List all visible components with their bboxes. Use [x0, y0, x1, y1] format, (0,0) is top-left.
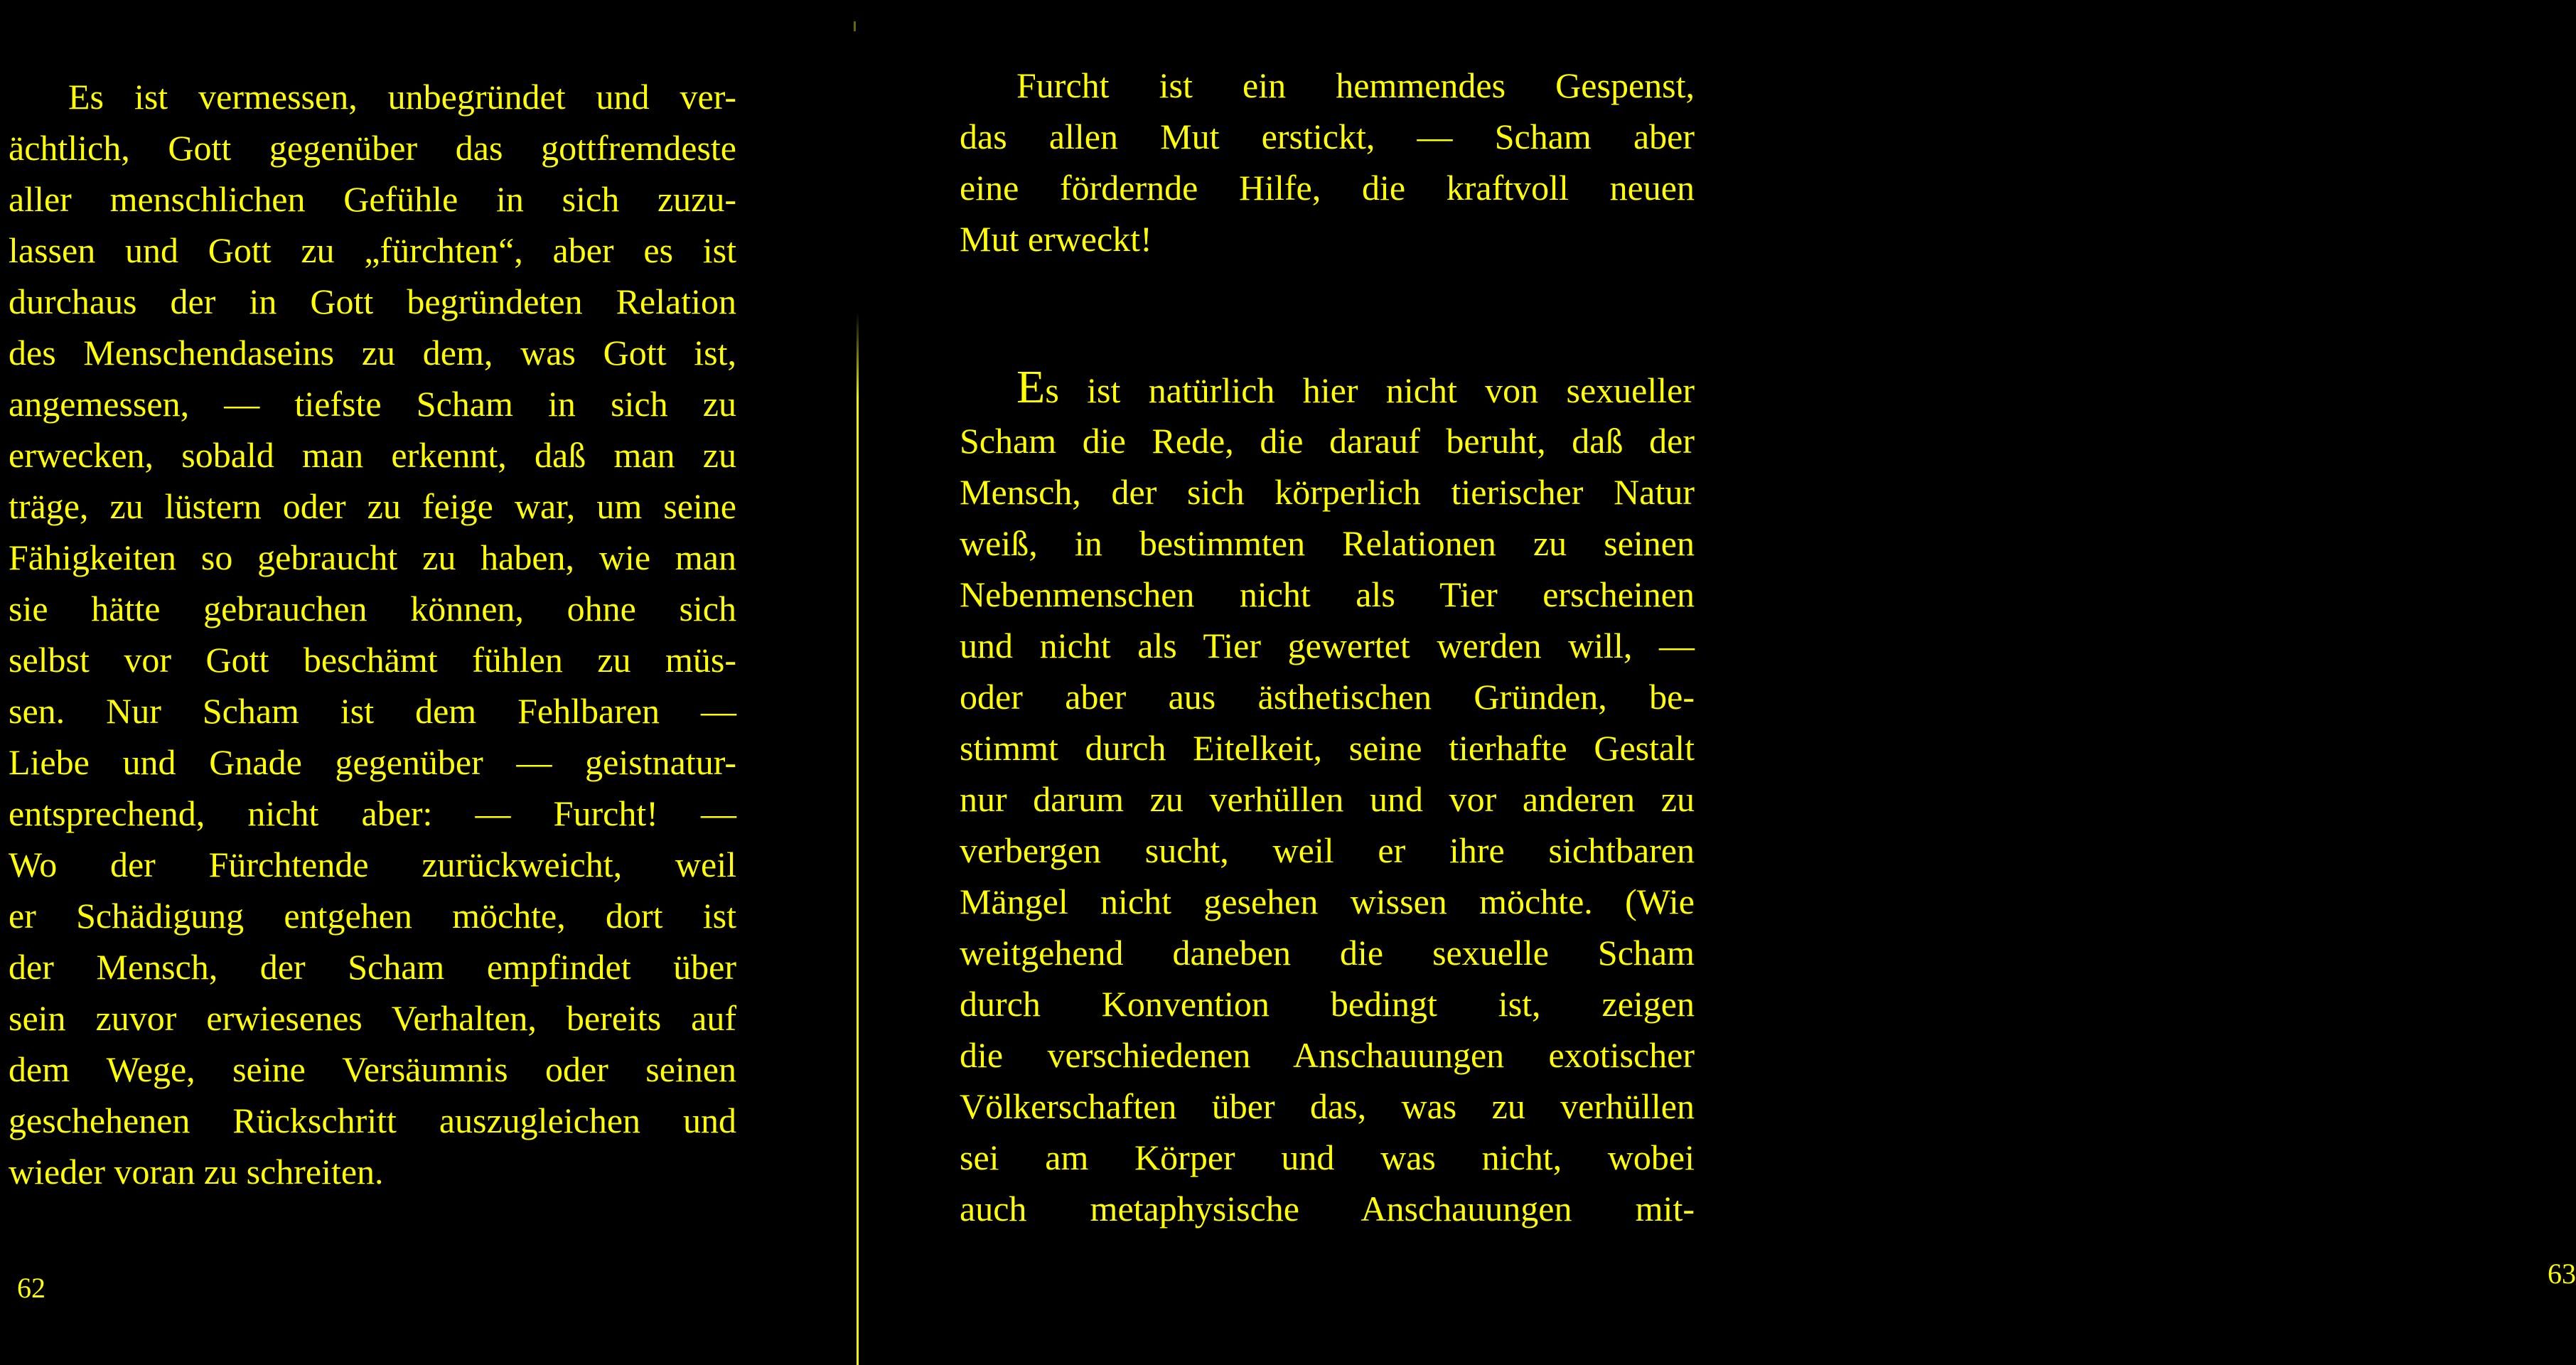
left-line-18: der Mensch, der Scham empfindet über	[9, 947, 736, 987]
left-line-10: Fähigkeiten so gebraucht zu haben, wie man	[9, 537, 736, 577]
left-line-8: erwecken, sobald man erkennt, daß man zu	[9, 435, 736, 475]
left-line-20: dem Wege, seine Versäumnis oder seinen	[9, 1049, 736, 1089]
left-line-17: er Schädigung entgehen möchte, dort ist	[9, 896, 736, 936]
left-page	[0, 0, 853, 1365]
gutter-mark	[854, 21, 856, 31]
right-p2-line-13: durch Konvention bedingt ist, zeigen	[960, 984, 1695, 1024]
right-p2-line-5: Nebenmenschen nicht als Tier erscheinen	[960, 574, 1695, 614]
right-p2-line-16: sei am Körper und was nicht, wobei	[960, 1138, 1695, 1177]
right-p1-line-2: das allen Mut erstickt, — Scham aber	[960, 117, 1695, 156]
right-page-number: 63	[2548, 1258, 2576, 1290]
left-page-number: 62	[17, 1272, 45, 1304]
left-line-4: lassen und Gott zu „fürchten“, aber es ist	[9, 230, 736, 270]
right-p2-line-6: und nicht als Tier gewertet werden will, —	[960, 626, 1695, 665]
right-page	[881, 0, 2576, 1365]
left-line-5: durchaus der in Gott begründeten Relation	[9, 282, 736, 321]
left-line-1: Es ist vermessen, unbegründet und ver-	[68, 77, 736, 117]
left-line-7: angemessen, — tiefste Scham in sich zu	[9, 384, 736, 424]
right-p1-line-4: Mut erweckt!	[960, 219, 1152, 259]
left-line-19: sein zuvor erwiesenes Verhalten, bereits auf	[9, 998, 736, 1038]
right-p1-line-1: Furcht ist ein hemmendes Gespenst,	[1016, 65, 1695, 105]
left-line-14: Liebe und Gnade gegenüber — geistnatur-	[9, 742, 736, 782]
left-line-2: ächtlich, Gott gegenüber das gottfremdeste	[9, 128, 736, 168]
book-gutter	[857, 313, 859, 1365]
right-p2-line-10: verbergen sucht, weil er ihre sichtbaren	[960, 830, 1695, 870]
left-line-22: wieder voran zu schreiten.	[9, 1152, 384, 1192]
left-line-11: sie hätte gebrauchen können, ohne sich	[9, 589, 736, 628]
right-p2-line-11: Mängel nicht gesehen wissen möchte. (Wie	[960, 882, 1695, 921]
left-line-3: aller menschlichen Gefühle in sich zuzu-	[9, 179, 736, 219]
right-p2-line-3: Mensch, der sich körperlich tierischer Natur	[960, 472, 1695, 512]
right-p2-line-1-text: s ist natürlich hier nicht von sexueller	[1045, 370, 1695, 410]
right-p1-line-3: eine fördernde Hilfe, die kraftvoll neuen	[960, 168, 1695, 208]
left-line-16: Wo der Fürchtende zurückweicht, weil	[9, 845, 736, 884]
right-p2-line-14: die verschiedenen Anschauungen exotischer	[960, 1035, 1695, 1075]
right-p2-line-8: stimmt durch Eitelkeit, seine tierhafte Gestalt	[960, 728, 1695, 768]
left-line-13: sen. Nur Scham ist dem Fehlbaren —	[9, 691, 736, 731]
left-line-15: entsprechend, nicht aber: — Furcht! —	[9, 793, 736, 833]
left-line-12: selbst vor Gott beschämt fühlen zu müs-	[9, 640, 736, 680]
right-p2-line-9: nur darum zu verhüllen und vor anderen zu	[960, 779, 1695, 819]
right-p2-line-17: auch metaphysische Anschauungen mit-	[960, 1189, 1695, 1228]
right-p2-line-1	[1016, 361, 1695, 415]
left-line-6: des Menschendaseins zu dem, was Gott ist,	[9, 333, 736, 373]
right-p2-line-15: Völkerschaften über das, was zu verhüllen	[960, 1086, 1695, 1126]
left-line-9: träge, zu lüstern oder zu feige war, um seine	[9, 486, 736, 526]
right-p2-line-2: Scham die Rede, die darauf beruht, daß der	[960, 421, 1695, 461]
left-line-21: geschehenen Rückschritt auszugleichen und	[9, 1101, 736, 1140]
right-p2-line-4: weiß, in bestimmten Relationen zu seinen	[960, 523, 1695, 563]
drop-cap: E	[1016, 361, 1046, 413]
right-p2-line-7: oder aber aus ästhetischen Gründen, be-	[960, 677, 1695, 717]
right-p2-line-12: weitgehend daneben die sexuelle Scham	[960, 933, 1695, 973]
